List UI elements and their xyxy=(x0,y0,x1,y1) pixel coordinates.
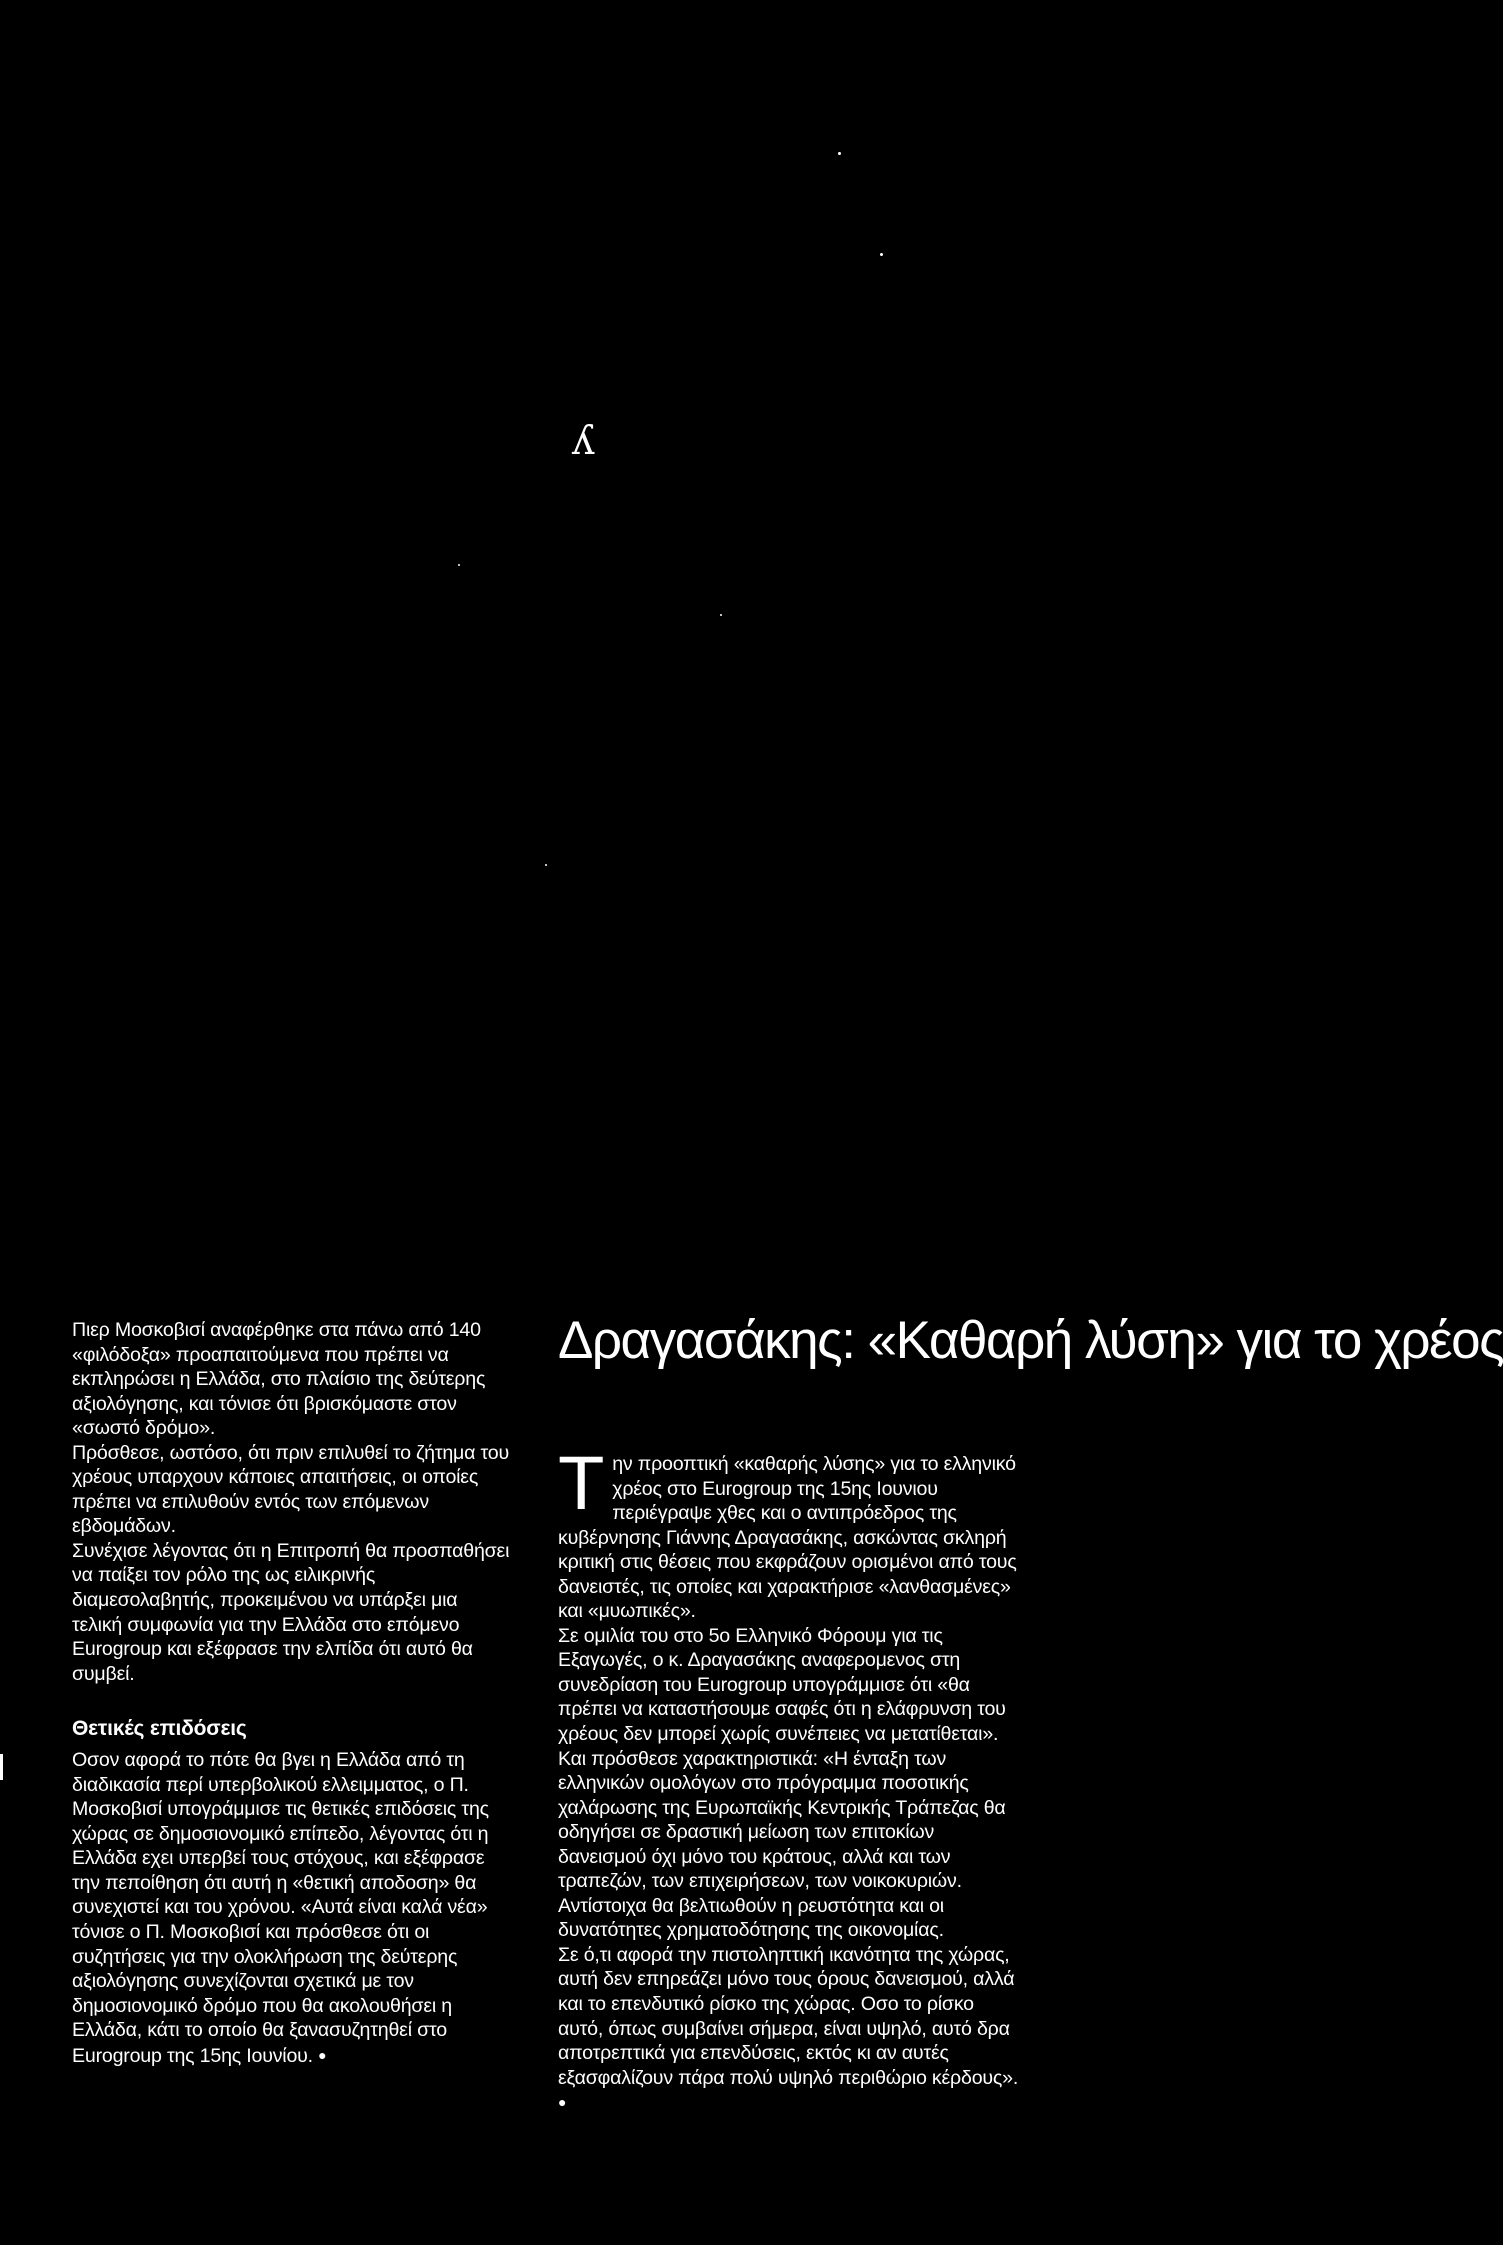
paragraph: Και πρόσθεσε χαρακτηριστικά: «Η ένταξη των ελληνικών ομολόγων στο πρόγραμμα ποσοτικής χαλάρωσης της Ευρωπαϊκής Κεντρικής Τράπεζας θα οδηγήσει σε δραστική μείωση των επιτοκίων δανεισμού όχι μόνο του κράτους, αλλά και των τραπεζών, των επιχειρήσεων, των νοικοκυριών. Αντίστοιχα θα βελτιωθούν η ρευστότητα και οι δυνατότητες χρηματοδότησης της οικονομίας. xyxy=(558,1747,1006,1942)
left-article-column xyxy=(72,1318,512,2068)
dropcap: Τ xyxy=(558,1441,605,1526)
photo-speck xyxy=(720,614,722,616)
paragraph: Σε ομιλία του στο 5ο Ελληνικό Φόρουμ για τις Εξαγωγές, ο κ. Δραγασάκης αναφερομενος στη συνεδρίαση του Eurogroup υπογράμμισε ότι «θα πρέπει να καταστήσουμε σαφές ότι η ελάφρυνση του χρέους δεν μπορεί χωρίς συνέπειες να μετατίθεται». xyxy=(558,1624,1006,1746)
headline-text: Δραγασάκης: «Καθαρή λύση» για το χρέος xyxy=(558,1311,1503,1370)
article-headline xyxy=(558,1310,1503,1372)
paragraph: Πρόσθεσε, ωστόσο, ότι πριν επιλυθεί το ζήτημα του χρέους υπαρχουν κάποιες απαιτήσεις, οι οποίες πρέπει να επιλυθούν εντός των επόμενων εβδομάδων. xyxy=(72,1441,509,1538)
paragraph: Συνέχισε λέγοντας ότι η Επιτροπή θα προσπαθήσει να παίξει τον ρόλο της ως ειλικρινής διαμεσολαβητής, προκειμένου να υπάρξει μια τελική συμφωνία για την Ελλάδα στο επόμενο Eurogroup και εξέφρασε την ελπίδα ότι αυτό θα συμβεί. xyxy=(72,1539,510,1685)
photo-highlight-figure: ʎ xyxy=(572,418,595,464)
paragraph xyxy=(558,1943,1022,2116)
paragraph-text: Οσον αφορά το πότε θα βγει η Ελλάδα από τη διαδικασία περί υπερβολικού ελλειμματος, ο Π. Μοσκοβισί υπογράμμισε τις θετικές επιδόσεις της χώρας σε δημοσιονομικό επίπεδο, λέγοντας ότι η Ελλάδα εχει υπερβεί τους στόχους, και εξέφρασε την πεποίθηση ότι αυτή η «θετική αποδοση» θα συνεχιστεί και του χρόνου. «Αυτά είναι καλά νέα» τόνισε ο Π. Μοσκοβισί και πρόσθεσε ότι οι συζητήσεις για την ολοκλήρωση της δεύτερης αξιολόγησης συνεχίζονται σχετικά με τον δημοσιονομικό δρόμο που θα ακολουθήσει η Ελλάδα, κάτι το οποίο θα ξανασυζητηθεί στο Eurogroup της 15ης Ιουνίου. xyxy=(72,1749,489,2067)
photo-speck xyxy=(838,152,841,155)
end-mark-icon: ● xyxy=(318,2046,327,2063)
end-mark-icon: ● xyxy=(558,2094,567,2111)
dark-photo-area xyxy=(0,0,1024,1290)
paragraph: Πιερ Μοσκοβισί αναφέρθηκε στα πάνω από 140 «φιλόδοξα» προαπαιτούμενα που πρέπει να εκπληρώσει η Ελλάδα, στο πλαίσιο της δεύτερης αξιολόγησης, και τόνισε ότι βρισκόμαστε στον «σωστό δρόμο». xyxy=(72,1319,486,1440)
lede-text: ην προοπτική «καθαρής λύσης» για το ελληνικό χρέος στο Eurogroup της 15ης Ιουνιου περιέγραψε χθες και ο αντιπρόεδρος της κυβέρνησης Γιάννης Δραγασάκης, ασκώντας σκληρή κριτική στις θέσεις που εκφράζουν ορισμένοι από τους δανειστές, τις οποίες και χαρακτήρισε «λανθασμένες» και «μυωπικές». xyxy=(558,1453,1017,1623)
paragraph-text: Σε ό,τι αφορά την πιστοληπτική ικανότητα της χώρας, αυτή δεν επηρεάζει μόνο τους όρους δανεισμού, αλλά και το επενδυτικό ρίσκο της χώρας. Οσο το ρίσκο αυτό, όπως συμβαίνει σήμερα, είναι υψηλό, αυτό δρα αποτρεπτικά για επενδύσεις, εκτός κι αν αυτές εξασφαλίζουν πάρα πολύ υψηλό περιθώριο κέρδους». xyxy=(558,1943,1019,2089)
paragraph xyxy=(72,1748,512,2068)
right-article-column xyxy=(558,1441,1022,2116)
margin-rule xyxy=(0,1754,3,1780)
section-subhead: Θετικές επιδόσεις xyxy=(72,1717,247,1741)
photo-speck xyxy=(458,564,460,566)
photo-speck xyxy=(880,253,883,256)
photo-speck xyxy=(545,864,547,866)
lede-paragraph xyxy=(558,1441,1022,1624)
